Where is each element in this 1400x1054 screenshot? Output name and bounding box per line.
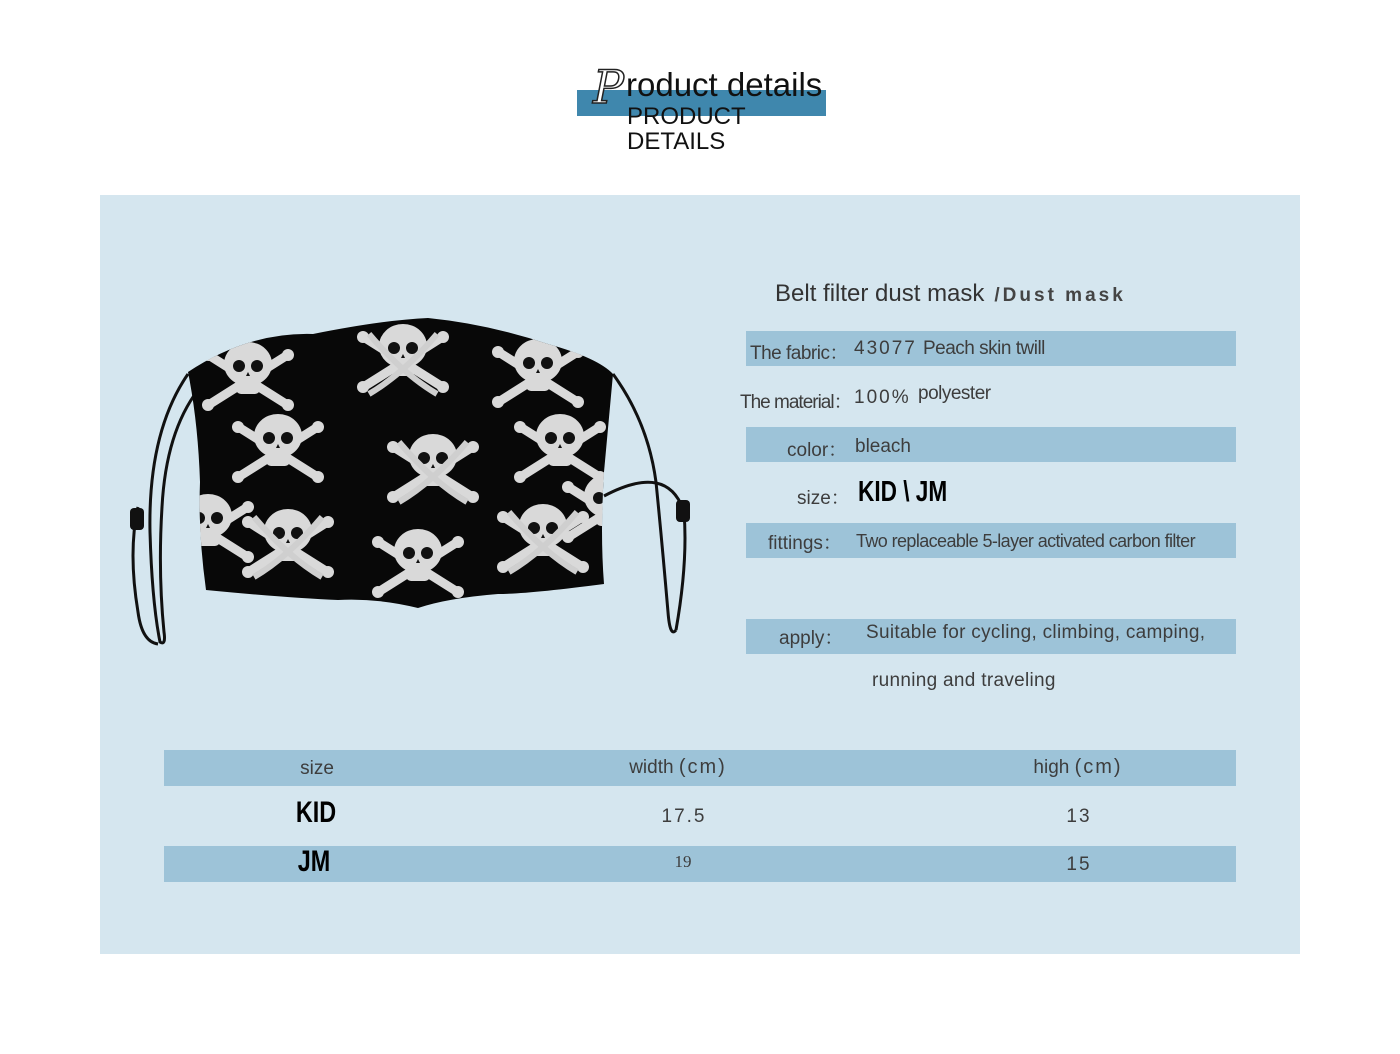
header-subtitle: PRODUCT DETAILS	[627, 103, 746, 155]
size-table-header-size: size	[300, 758, 334, 779]
product-title	[775, 280, 1126, 308]
size-table-header-width-label: width	[629, 757, 674, 778]
size-table-header-high	[1033, 756, 1122, 779]
size-table-header-high-unit: (cm)	[1074, 756, 1123, 778]
spec-label-material: The material：	[740, 392, 852, 413]
spec-value-material: polyester	[918, 383, 991, 404]
spec-value-fittings: Two replaceable 5-layer activated carbon filter	[856, 531, 1195, 551]
spec-value-fabric: Peach skin twill	[923, 338, 1045, 359]
header-title: roduct details	[626, 66, 823, 103]
mask-image	[128, 312, 710, 652]
size-table-cell-high-jm: 15	[1066, 854, 1092, 875]
spec-value-color: bleach	[855, 436, 911, 457]
size-table-header-high-label: high	[1033, 757, 1070, 778]
header-initial-letter: P	[593, 60, 624, 114]
spec-label-size: size：	[797, 488, 850, 509]
size-table-cell-high-kid: 13	[1066, 806, 1092, 827]
product-title-main: Belt filter dust mask	[775, 280, 985, 307]
spec-value-apply-line1: Suitable for cycling, climbing, camping,	[866, 622, 1206, 643]
spec-label-fabric: The fabric：	[750, 343, 848, 364]
size-table-cell-width-jm: 19	[674, 852, 692, 871]
size-table-cell-width-kid: 17.5	[661, 806, 707, 827]
spec-value-fabric-code: 43077	[854, 338, 917, 359]
spec-value-size: KID \ JM	[858, 476, 948, 508]
product-title-sub: /Dust mask	[994, 285, 1126, 306]
size-table-header-width-unit: (cm)	[678, 756, 727, 778]
spec-value-apply-line2: running and traveling	[872, 670, 1056, 691]
spec-label-color: color：	[787, 440, 848, 461]
spec-label-fittings: fittings：	[768, 533, 842, 554]
spec-label-apply: apply：	[779, 628, 844, 649]
size-table-cell-size-jm: JM	[297, 845, 331, 878]
spec-value-material-pct: 100%	[854, 387, 911, 408]
size-table-cell-size-kid: KID	[295, 796, 337, 829]
size-table-header-width	[629, 756, 727, 779]
